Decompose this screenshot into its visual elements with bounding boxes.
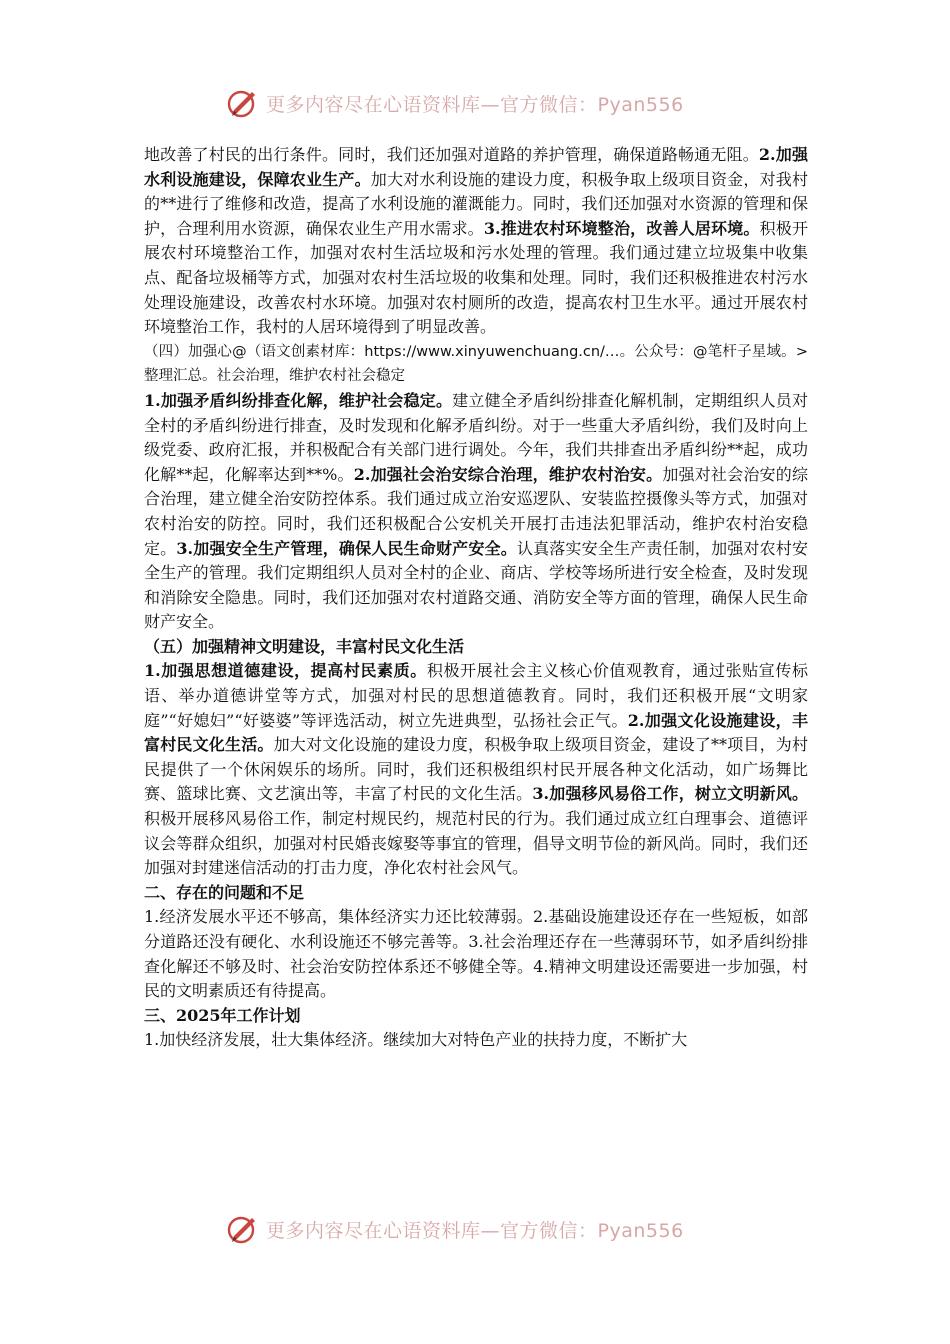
bold-heading: 2.加强文化设施建设，丰富村民文化生活。 — [144, 710, 808, 755]
watermark-text: 更多内容尽在心语资料库—官方微信：Pyan556 — [266, 1219, 684, 1242]
section-title-problems: 二、存在的问题和不足 — [144, 882, 305, 902]
pen-circle-logo-icon — [226, 86, 260, 120]
section-heading-5: （五）加强精神文明建设，丰富村民文化生活 — [144, 636, 465, 656]
bold-heading: 3.加强安全生产管理，确保人民生命财产安全。 — [176, 538, 517, 558]
paragraph-social-governance: 1.加强矛盾纠纷排查化解，维护社会稳定。建立健全矛盾纠纷排查化解机制，定期组织人员对全村的矛盾纠纷进行排查，及时发现和化解矛盾纠纷。对于一些重大矛盾纠纷，我们及时向上级党委、政府汇报，并积极配合有关部门进行调处。今年，我们共排查出矛盾纠纷**起，成功化解**起，化解率达到**%。2.加强社会治安综合治理，维护农村治安。加强对社会治安的综合治理，建立健全治安防控体系。我们通过成立治安巡逻队、安装监控摄像头等方式，加强对农村治安的防控。同时，我们还积极配合公安机关开展打击违法犯罪活动，维护农村治安稳定。3.加强安全生产管理，确保人民生命财产安全。认真落实安全生产责任制，加强对农村安全生产的管理。我们定期组织人员对全村的企业、商店、学校等场所进行安全检查，及时发现和消除安全隐患。同时，我们还加强对农村道路交通、消防安全等方面的管理，确保人民生命财产安全。 — [144, 390, 808, 632]
bold-heading: 3.加强移风易俗工作，树立文明新风。 — [532, 784, 808, 804]
paragraph-plan: 1.加快经济发展，壮大集体经济。继续加大对特色产业的扶持力度，不断扩大 — [144, 1030, 688, 1050]
paragraph-problems: 1.经济发展水平还不够高，集体经济实力还比较薄弱。2.基础设施建设还存在一些短板，如部分道路还没有硬化、水利设施还不够完善等。3.社会治理还存在一些薄弱环节，如矛盾纠纷排查化解还不够及时、社会治安防控体系还不够健全等。4.精神文明建设还需要进一步加强，村民的文明素质还有待提高。 — [144, 907, 808, 1001]
pen-circle-logo-icon — [226, 1212, 260, 1246]
watermark-text: 更多内容尽在心语资料库—官方微信：Pyan556 — [266, 93, 684, 116]
paragraph-civilization: 1.加强思想道德建设，提高村民素质。积极开展社会主义核心价值观教育，通过张贴宣传标语、举办道德讲堂等方式，加强对村民的思想道德教育。同时，我们还积极开展“文明家庭”“好媳妇”“好婆婆”等评选活动，树立先进典型，弘扬社会正气。2.加强文化设施建设，丰富村民文化生活。加大对文化设施的建设力度，积极争取上级项目资金，建设了**项目，为村民提供了一个休闲娱乐的场所。同时，我们还积极组织村民开展各种文化活动，如广场舞比赛、篮球比赛、文艺演出等，丰富了村民的文化生活。3.加强移风易俗工作，树立文明新风。积极开展移风易俗工作，制定村规民约，规范村民的行为。我们通过成立红白理事会、道德评议会等群众组织，加强对村民婚丧嫁娶等事宜的管理，倡导文明节俭的新风尚。同时，我们还加强对封建迷信活动的打击力度，净化农村社会风气。 — [144, 661, 808, 878]
section-heading-4: （四）加强心@（语文创素材库：https://www.xinyuwenchuang.cn/…。公众号：@笔杆子星域。>整理汇总。社会治理，维护农村社会稳定 — [144, 343, 808, 385]
bold-heading: 3.推进农村环境整治，改善人居环境。 — [483, 218, 760, 238]
bold-heading: 2.加强水利设施建设，保障农业生产。 — [144, 145, 808, 189]
section-title-plan: 三、2025年工作计划 — [144, 1005, 301, 1025]
watermark-banner-bottom — [226, 1209, 684, 1249]
bold-heading: 1.加强思想道德建设，提高村民素质。 — [144, 661, 427, 681]
paragraph-infrastructure: 地改善了村民的出行条件。同时，我们还加强对道路的养护管理，确保道路畅通无阻。2.加强水利设施建设，保障农业生产。加大对水利设施的建设力度，积极争取上级项目资金，对我村的**进行了维修和改造，提高了水利设施的灌溉能力。同时，我们还加强对水资源的管理和保护，合理利用水资源，确保农业生产用水需求。3.推进农村环境整治，改善人居环境。积极开展农村环境整治工作，加强对农村生活垃圾和污水处理的管理。我们通过建立垃圾集中收集点、配备垃圾桶等方式，加强对农村生活垃圾的收集和处理。同时，我们还积极推进农村污水处理设施建设，改善农村水环境。加强对农村厕所的改造，提高农村卫生水平。通过开展农村环境整治工作，我村的人居环境得到了明显改善。 — [144, 145, 808, 337]
bold-heading: 2.加强社会治安综合治理，维护农村治安。 — [353, 464, 663, 484]
document-body — [144, 143, 808, 1053]
watermark-banner-top — [226, 83, 684, 123]
bold-heading: 1.加强矛盾纠纷排查化解，维护社会稳定。 — [144, 390, 453, 410]
